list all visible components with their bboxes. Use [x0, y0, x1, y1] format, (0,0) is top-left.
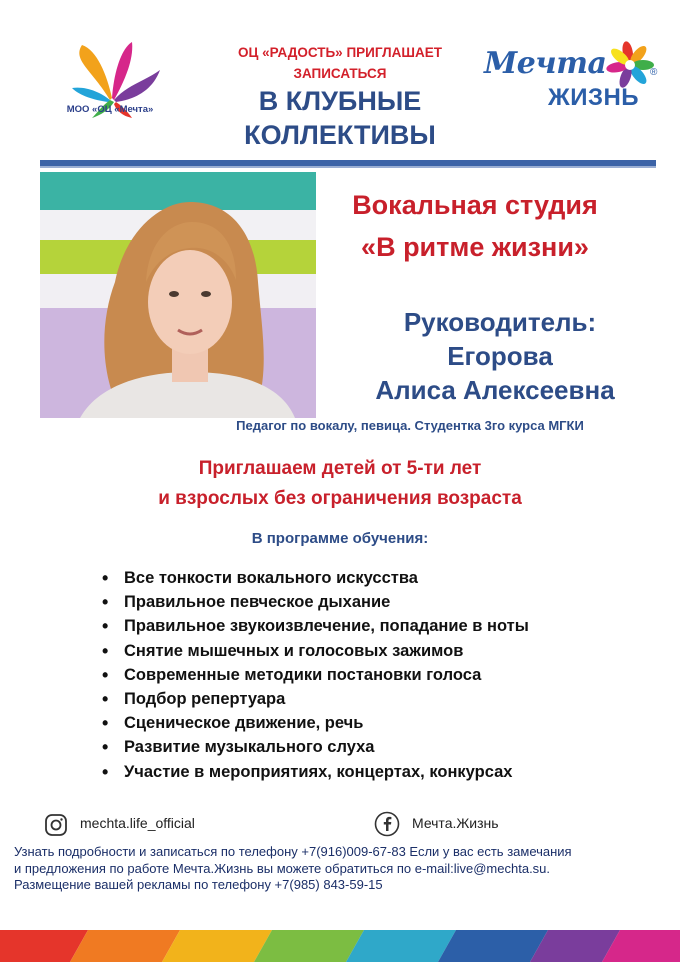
program-title: В программе обучения:: [251, 530, 429, 547]
facebook-handle[interactable]: Мечта.Жизнь: [412, 815, 499, 831]
list-item: • Участие в мероприятиях, концертах, конкурсах: [102, 760, 662, 784]
studio-title-line2: «В ритме жизни»: [361, 232, 589, 262]
header-divider: [40, 160, 656, 168]
invite-heading-line1: ОЦ «РАДОСТЬ» ПРИГЛАШАЕТ: [238, 45, 442, 60]
club-title-line1: В КЛУБНЫЕ: [258, 86, 422, 116]
list-item: • Развитие музыкального слуха: [102, 735, 662, 759]
invite-heading: [190, 42, 490, 84]
brand-logo-word1: Мечта: [484, 46, 607, 81]
list-item: • Сценическое движение, речь: [102, 711, 662, 735]
contacts-block: [14, 844, 674, 894]
contacts-line2: и предложения по работе Мечта.Жизнь вы можете обратиться по e-mail:live@mechta.su.: [14, 860, 551, 876]
contacts-line1: Узнать подробности и записаться по телефону +7(916)009-67-83 Если у вас есть замечания: [14, 844, 572, 859]
flower-logo-icon: [598, 40, 662, 90]
brand-logo-word2: ЖИЗНЬ: [548, 84, 640, 111]
leader-description: Педагог по вокалу, певица. Студентка 3го курса МГКИ: [236, 418, 584, 433]
club-title-line2: КОЛЛЕКТИВЫ: [244, 120, 436, 150]
list-item: • Правильное певческое дыхание: [102, 590, 662, 614]
contacts-line3: Размещение вашей рекламы по телефону +7(985) 843-59-15: [14, 877, 383, 892]
leader-surname: Егорова: [447, 341, 553, 371]
list-item: • Правильное звукоизвлечение, попадание в ноты: [102, 614, 662, 638]
facebook-icon[interactable]: [374, 811, 400, 837]
leader-label: Руководитель:: [403, 307, 597, 337]
leader-name: Алиса Алексеевна: [375, 375, 615, 405]
club-title: [190, 84, 490, 152]
instagram-handle[interactable]: mechta.life_official: [80, 815, 195, 831]
instagram-icon[interactable]: [44, 813, 68, 837]
org-caption: МОО «ОЦ «Мечта»: [66, 104, 154, 115]
invitation-line1: Приглашаем детей от 5-ти лет: [198, 458, 482, 479]
rainbow-stripe: [0, 930, 680, 962]
list-item: • Снятие мышечных и голосовых зажимов: [102, 639, 662, 663]
list-item: • Подбор репертуара: [102, 687, 662, 711]
invitation-line2: и взрослых без ограничения возраста: [158, 488, 522, 509]
leader-photo: [40, 172, 316, 418]
list-item: • Все тонкости вокального искусства: [102, 566, 662, 590]
invite-heading-line2: ЗАПИСАТЬСЯ: [293, 66, 387, 81]
registered-mark: ®: [650, 67, 658, 78]
studio-title-line1: Вокальная студия: [352, 190, 598, 220]
program-list: [102, 566, 662, 784]
list-item: • Современные методики постановки голоса: [102, 663, 662, 687]
